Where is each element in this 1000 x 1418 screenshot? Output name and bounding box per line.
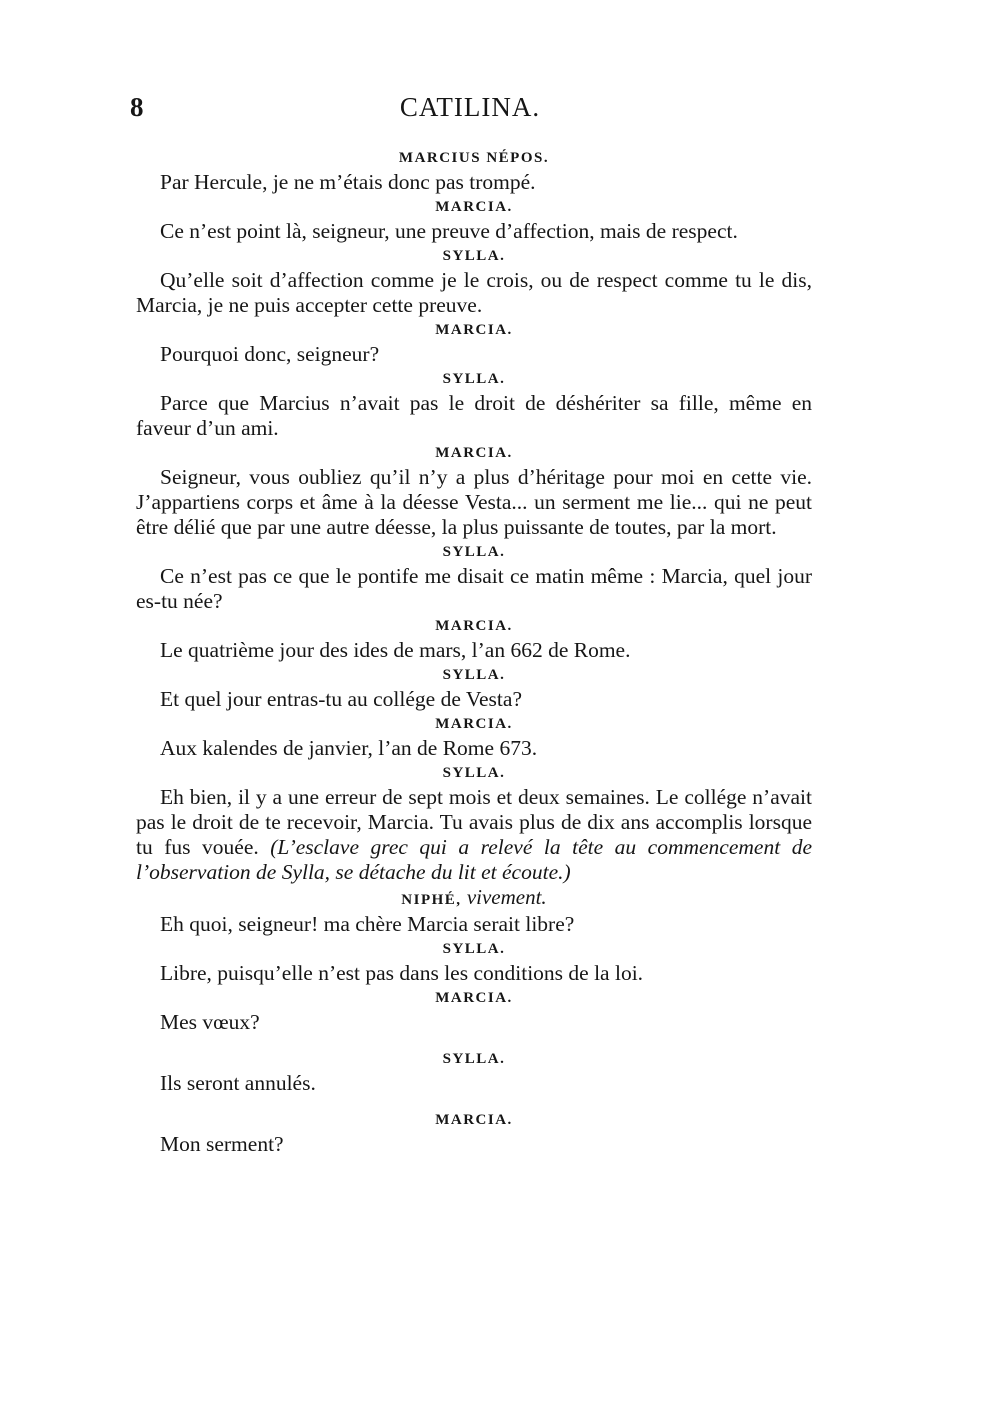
speaker-name: MARCIA. bbox=[435, 445, 513, 461]
speaker-name: SYLLA. bbox=[442, 248, 506, 264]
dialogue-line: Ce n’est point là, seigneur, une preuve d’affection, mais de respect. bbox=[160, 219, 738, 243]
dialogue-line: Parce que Marcius n’avait pas le droit de déshériter sa fille, même en faveur d’un ami. bbox=[136, 391, 812, 440]
speaker-name: SYLLA. bbox=[442, 941, 506, 957]
speaker-name: MARCIA. bbox=[435, 199, 513, 215]
speaker-name: SYLLA. bbox=[442, 371, 506, 387]
speaker-direction: vivement. bbox=[466, 885, 547, 909]
dialogue-line: Mon serment? bbox=[160, 1132, 284, 1156]
speaker-name: MARCIA. bbox=[435, 322, 513, 338]
speaker-name: MARCIA. bbox=[435, 1112, 513, 1128]
dialogue-line: Aux kalendes de janvier, l’an de Rome 673. bbox=[160, 736, 538, 760]
dialogue-line: Pourquoi donc, seigneur? bbox=[160, 342, 380, 366]
speaker-name: SYLLA. bbox=[442, 1051, 506, 1067]
dialogue-line: Libre, puisqu’elle n’est pas dans les conditions de la loi. bbox=[160, 961, 644, 985]
dialogue-line: Et quel jour entras-tu au collége de Vesta? bbox=[160, 687, 522, 711]
stage-direction: (L’esclave grec qui a relevé la tête au commencement de l’observation de Sylla, se détache du lit et écoute.) bbox=[136, 835, 812, 884]
dialogue-line: Le quatrième jour des ides de mars, l’an 662 de Rome. bbox=[160, 638, 631, 662]
dialogue-line: Ils seront annulés. bbox=[160, 1071, 316, 1095]
dialogue-line: Seigneur, vous oubliez qu’il n’y a plus d’héritage pour moi en cette vie. J’appartiens corps et âme à la déesse Vesta... un serment me lie... qui ne peut être délié que par une autre déesse, la plus puissante de toutes, par la mort. bbox=[136, 465, 812, 539]
page-number: 8 bbox=[130, 92, 144, 122]
dialogue-line: Eh quoi, seigneur! ma chère Marcia serait libre? bbox=[160, 912, 575, 936]
speaker-label: NIPHÉ, bbox=[401, 892, 462, 908]
spacer bbox=[136, 1098, 812, 1108]
dialogue-line: Ce n’est pas ce que le pontife me disait ce matin même : Marcia, quel jour es-tu née? bbox=[136, 564, 812, 613]
spacer bbox=[136, 1037, 812, 1047]
page-header bbox=[0, 92, 1000, 132]
dialogue-body bbox=[136, 146, 812, 1159]
speaker-name: SYLLA. bbox=[442, 765, 506, 781]
dialogue-line: Par Hercule, je ne m’étais donc pas trompé. bbox=[160, 170, 536, 194]
dialogue-line: Qu’elle soit d’affection comme je le crois, ou de respect comme tu le dis, Marcia, je ne puis accepter cette preuve. bbox=[136, 268, 812, 317]
speaker-name: MARCIA. bbox=[435, 990, 513, 1006]
speaker-name: SYLLA. bbox=[442, 667, 506, 683]
running-title: CATILINA. bbox=[399, 92, 541, 122]
dialogue-text: Eh bien, il y a une erreur de sept mois et deux semaines. Le collége n’avait pas le droit de te recevoir, Marcia. Tu avais plus de dix ans accomplis lorsque tu fus vouée. bbox=[136, 785, 812, 859]
speaker-name: MARCIA. bbox=[435, 618, 513, 634]
dialogue-line: Mes vœux? bbox=[160, 1010, 260, 1034]
speaker-name: MARCIUS NÉPOS. bbox=[398, 150, 550, 166]
dialogue-line bbox=[136, 785, 812, 885]
speaker-name: SYLLA. bbox=[442, 544, 506, 560]
speaker-name bbox=[136, 887, 812, 910]
speaker-name: MARCIA. bbox=[435, 716, 513, 732]
